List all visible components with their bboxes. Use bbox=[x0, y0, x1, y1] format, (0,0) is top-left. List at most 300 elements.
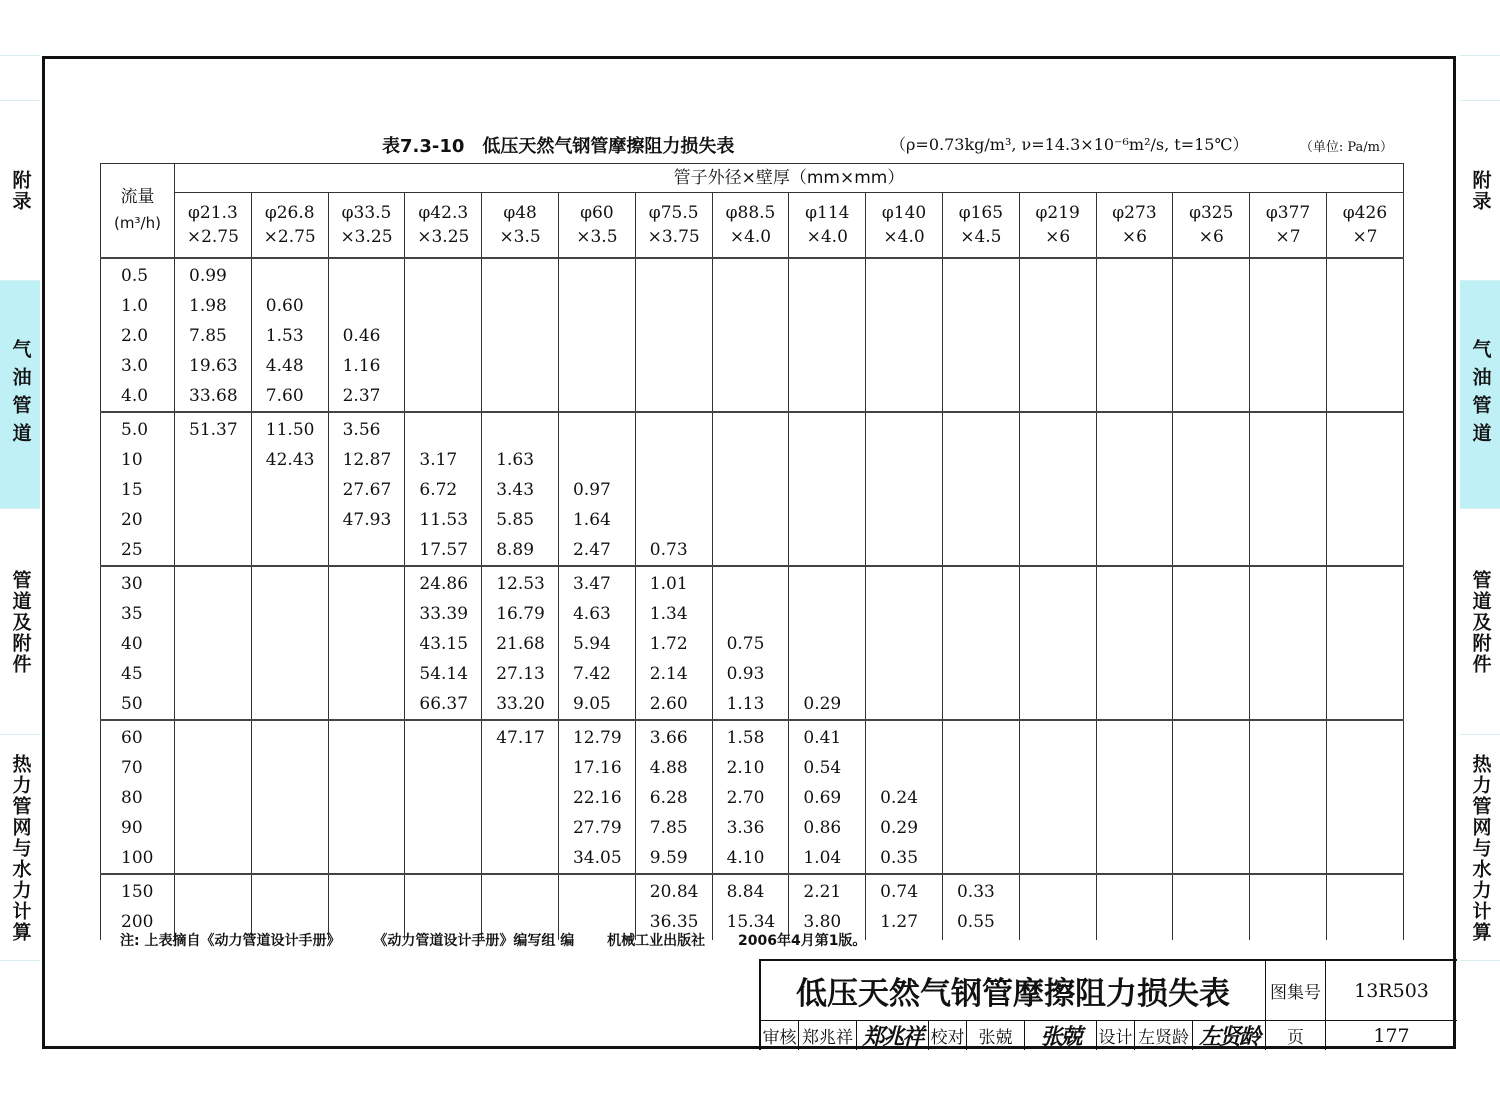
friction-loss-cell bbox=[175, 412, 252, 566]
page-number: 177 bbox=[1373, 1024, 1410, 1047]
friction-loss-cell bbox=[635, 566, 712, 720]
empty-cell bbox=[789, 321, 865, 351]
empty-cell bbox=[1173, 783, 1249, 813]
pipe-size-column-header bbox=[1326, 193, 1403, 258]
friction-loss-value: 1.04 bbox=[803, 847, 842, 868]
empty-cell bbox=[482, 261, 558, 291]
friction-loss-cell bbox=[1019, 412, 1096, 566]
empty-cell bbox=[329, 783, 405, 813]
reviewer-name: 郑兆祥 bbox=[799, 1021, 857, 1050]
friction-loss-cell bbox=[712, 258, 789, 412]
page-label: 页 bbox=[1266, 1021, 1326, 1050]
empty-cell bbox=[713, 381, 789, 411]
sidebar-tab-heat-network[interactable]: 热力管网与水力计算 bbox=[0, 734, 40, 961]
table-params: （ρ=0.73kg/m³, ν=14.3×10⁻⁶m²/s, t=15℃） bbox=[890, 135, 1249, 154]
sidebar-tab-pipes-fittings-right[interactable]: 管道及附件 bbox=[1460, 508, 1500, 735]
empty-cell bbox=[482, 753, 558, 783]
empty-cell bbox=[1020, 723, 1096, 753]
empty-cell bbox=[789, 599, 865, 629]
empty-cell bbox=[1097, 351, 1173, 381]
empty-cell bbox=[1327, 569, 1403, 599]
empty-cell bbox=[1250, 659, 1326, 689]
empty-cell bbox=[789, 629, 865, 659]
flow-rate-cell bbox=[101, 258, 175, 412]
empty-cell bbox=[175, 629, 251, 659]
pipe-size-column-header bbox=[328, 193, 405, 258]
empty-cell bbox=[943, 535, 1019, 565]
empty-cell bbox=[943, 475, 1019, 505]
friction-loss-table bbox=[100, 163, 1404, 940]
friction-loss-value: 1.16 bbox=[342, 355, 381, 376]
empty-cell bbox=[405, 753, 481, 783]
friction-loss-value: 5.85 bbox=[496, 509, 535, 530]
empty-cell bbox=[1250, 599, 1326, 629]
friction-loss-cell bbox=[1250, 412, 1327, 566]
empty-cell bbox=[1020, 351, 1096, 381]
empty-cell bbox=[252, 599, 328, 629]
empty-cell bbox=[482, 415, 558, 445]
empty-cell bbox=[1173, 599, 1249, 629]
empty-cell bbox=[866, 629, 942, 659]
empty-cell bbox=[1173, 813, 1249, 843]
pipe-size-column-header bbox=[1019, 193, 1096, 258]
friction-loss-cell bbox=[175, 566, 252, 720]
empty-cell bbox=[1250, 321, 1326, 351]
empty-cell bbox=[866, 415, 942, 445]
pipe-diameter: φ325 bbox=[1189, 202, 1234, 223]
empty-cell bbox=[1020, 445, 1096, 475]
atlas-number: 13R503 bbox=[1326, 961, 1457, 1021]
friction-loss-value: 16.79 bbox=[496, 603, 545, 624]
empty-cell bbox=[329, 535, 405, 565]
empty-cell bbox=[329, 659, 405, 689]
empty-cell bbox=[405, 783, 481, 813]
friction-loss-value: 51.37 bbox=[189, 419, 238, 440]
pipe-wall-thickness: ×7 bbox=[1352, 226, 1378, 247]
friction-loss-value: 9.59 bbox=[649, 847, 688, 868]
sidebar-tab-gas-oil-pipeline[interactable]: 气油管道 bbox=[0, 280, 40, 509]
empty-cell bbox=[175, 535, 251, 565]
friction-loss-value: 0.93 bbox=[726, 663, 765, 684]
empty-cell bbox=[1173, 475, 1249, 505]
friction-loss-value: 7.85 bbox=[189, 325, 227, 346]
empty-cell bbox=[866, 351, 942, 381]
pipe-size-column-header bbox=[866, 193, 943, 258]
empty-cell bbox=[1173, 569, 1249, 599]
friction-loss-value: 3.47 bbox=[572, 573, 611, 594]
friction-loss-cell bbox=[942, 412, 1019, 566]
empty-cell bbox=[1020, 907, 1096, 937]
friction-loss-cell bbox=[1096, 258, 1173, 412]
friction-loss-value: 1.72 bbox=[649, 633, 688, 654]
friction-loss-cell bbox=[482, 412, 559, 566]
empty-cell bbox=[1020, 569, 1096, 599]
empty-cell bbox=[943, 321, 1019, 351]
friction-loss-value: 2.10 bbox=[726, 757, 765, 778]
pipe-wall-thickness: ×6 bbox=[1198, 226, 1224, 247]
friction-loss-value: 54.14 bbox=[419, 663, 469, 684]
flow-rate-value: 60 bbox=[121, 727, 143, 748]
empty-cell bbox=[482, 351, 558, 381]
flow-rate-value: 35 bbox=[121, 603, 143, 624]
empty-cell bbox=[1327, 321, 1403, 351]
divider bbox=[1460, 960, 1500, 961]
friction-loss-value: 24.86 bbox=[419, 573, 469, 594]
friction-loss-cell bbox=[1326, 258, 1403, 412]
empty-cell bbox=[943, 351, 1019, 381]
empty-cell bbox=[175, 445, 251, 475]
pipe-diameter: φ426 bbox=[1342, 202, 1388, 223]
friction-loss-cell bbox=[1250, 566, 1327, 720]
flow-rate-value: 70 bbox=[121, 757, 143, 778]
empty-cell bbox=[1173, 445, 1249, 475]
empty-cell bbox=[1327, 261, 1403, 291]
friction-loss-value: 0.55 bbox=[956, 911, 995, 932]
empty-cell bbox=[1097, 723, 1173, 753]
empty-cell bbox=[1097, 475, 1173, 505]
flow-rate-value: 15 bbox=[121, 479, 143, 500]
friction-loss-cell bbox=[866, 258, 943, 412]
friction-loss-value: 2.47 bbox=[572, 539, 611, 560]
empty-cell bbox=[1173, 535, 1249, 565]
empty-cell bbox=[1250, 907, 1326, 937]
empty-cell bbox=[789, 381, 865, 411]
empty-cell bbox=[943, 689, 1019, 719]
friction-loss-value: 4.88 bbox=[649, 757, 688, 778]
designer-name: 左贤龄 bbox=[1135, 1021, 1193, 1050]
pipe-wall-thickness: ×3.5 bbox=[499, 226, 541, 247]
friction-loss-value: 20.84 bbox=[649, 881, 699, 902]
flow-rate-value: 2.0 bbox=[121, 325, 149, 346]
friction-loss-cell bbox=[558, 412, 635, 566]
friction-loss-value: 42.43 bbox=[265, 449, 315, 470]
empty-cell bbox=[405, 291, 481, 321]
flow-rate-cell bbox=[101, 720, 175, 874]
empty-cell bbox=[866, 689, 942, 719]
friction-loss-value: 34.05 bbox=[572, 847, 622, 868]
empty-cell bbox=[1250, 351, 1326, 381]
friction-loss-value: 2.37 bbox=[342, 385, 381, 406]
empty-cell bbox=[943, 291, 1019, 321]
empty-cell bbox=[1173, 659, 1249, 689]
friction-loss-cell bbox=[789, 720, 866, 874]
friction-loss-value: 22.16 bbox=[572, 787, 622, 808]
empty-cell bbox=[252, 659, 328, 689]
empty-cell bbox=[1250, 291, 1326, 321]
flow-rate-value: 5.0 bbox=[121, 419, 149, 440]
table-row-group bbox=[101, 258, 1404, 412]
flow-rate-value: 100 bbox=[121, 847, 154, 868]
empty-cell bbox=[175, 505, 251, 535]
empty-cell bbox=[559, 415, 635, 445]
empty-cell bbox=[866, 261, 942, 291]
empty-cell bbox=[789, 535, 865, 565]
friction-loss-cell bbox=[405, 412, 482, 566]
sidebar-tab-pipes-fittings[interactable]: 管道及附件 bbox=[0, 508, 40, 735]
note-publisher: 机械工业出版社 bbox=[607, 933, 706, 949]
pipe-wall-thickness: ×4.0 bbox=[806, 226, 848, 247]
friction-loss-cell bbox=[1096, 874, 1173, 940]
empty-cell bbox=[1327, 629, 1403, 659]
friction-loss-value: 3.80 bbox=[803, 911, 842, 932]
friction-loss-cell bbox=[1173, 720, 1250, 874]
empty-cell bbox=[559, 291, 635, 321]
pipe-wall-thickness: ×3.25 bbox=[417, 226, 470, 247]
empty-cell bbox=[713, 445, 789, 475]
empty-cell bbox=[252, 813, 328, 843]
empty-cell bbox=[559, 261, 635, 291]
empty-cell bbox=[1097, 843, 1173, 873]
empty-cell bbox=[636, 505, 712, 535]
empty-cell bbox=[1327, 723, 1403, 753]
empty-cell bbox=[175, 569, 251, 599]
friction-loss-value: 1.58 bbox=[726, 727, 765, 748]
empty-cell bbox=[636, 291, 712, 321]
friction-loss-cell bbox=[1096, 412, 1173, 566]
friction-loss-value: 8.84 bbox=[726, 881, 765, 902]
flow-rate-value: 20 bbox=[121, 509, 143, 530]
empty-cell bbox=[943, 599, 1019, 629]
friction-loss-value: 0.97 bbox=[572, 479, 611, 500]
empty-cell bbox=[713, 535, 789, 565]
friction-loss-value: 0.69 bbox=[803, 787, 842, 808]
pipe-diameter: φ377 bbox=[1265, 202, 1311, 223]
title-block bbox=[759, 959, 1457, 1050]
friction-loss-cell bbox=[1096, 566, 1173, 720]
flow-rate-value: 40 bbox=[121, 633, 143, 654]
friction-loss-cell bbox=[712, 412, 789, 566]
empty-cell bbox=[1097, 753, 1173, 783]
pipe-wall-thickness: ×7 bbox=[1275, 226, 1301, 247]
pipe-diameter: φ88.5 bbox=[725, 202, 776, 223]
friction-loss-cell bbox=[328, 566, 405, 720]
empty-cell bbox=[1020, 629, 1096, 659]
pipe-diameter: φ33.5 bbox=[341, 202, 392, 223]
empty-cell bbox=[559, 321, 635, 351]
pipe-diameter: φ75.5 bbox=[648, 202, 699, 223]
friction-loss-cell bbox=[328, 720, 405, 874]
empty-cell bbox=[559, 381, 635, 411]
pipe-diameter: φ26.8 bbox=[264, 202, 315, 223]
empty-cell bbox=[252, 569, 328, 599]
empty-cell bbox=[559, 445, 635, 475]
friction-loss-cell bbox=[942, 566, 1019, 720]
friction-loss-value: 1.64 bbox=[572, 509, 611, 530]
empty-cell bbox=[789, 659, 865, 689]
empty-cell bbox=[1097, 291, 1173, 321]
empty-cell bbox=[789, 475, 865, 505]
empty-cell bbox=[1250, 843, 1326, 873]
friction-loss-cell bbox=[1019, 258, 1096, 412]
empty-cell bbox=[866, 535, 942, 565]
friction-loss-value: 33.68 bbox=[189, 385, 238, 406]
empty-cell bbox=[405, 261, 481, 291]
empty-cell bbox=[1097, 877, 1173, 907]
empty-cell bbox=[1020, 321, 1096, 351]
empty-cell bbox=[405, 415, 481, 445]
friction-loss-value: 12.79 bbox=[572, 727, 622, 748]
checker-signature: 张兢 bbox=[1025, 1021, 1097, 1050]
empty-cell bbox=[636, 445, 712, 475]
friction-loss-value: 0.29 bbox=[803, 693, 842, 714]
pipe-wall-thickness: ×3.75 bbox=[647, 226, 700, 247]
sidebar-tab-gas-oil-pipeline-right[interactable]: 气油管道 bbox=[1460, 280, 1500, 509]
friction-loss-value: 3.17 bbox=[419, 449, 458, 470]
empty-cell bbox=[1173, 629, 1249, 659]
pipe-size-header: 管子外径×壁厚（mm×mm） bbox=[175, 164, 1404, 193]
pipe-size-column-header bbox=[1250, 193, 1327, 258]
empty-cell bbox=[866, 505, 942, 535]
empty-cell bbox=[1097, 321, 1173, 351]
sidebar-tab-appendix-right[interactable]: 附录 bbox=[1460, 100, 1500, 281]
empty-cell bbox=[636, 261, 712, 291]
pipe-wall-thickness: ×3.5 bbox=[576, 226, 618, 247]
friction-loss-cell bbox=[1173, 566, 1250, 720]
friction-loss-value: 36.35 bbox=[649, 911, 699, 932]
empty-cell bbox=[943, 629, 1019, 659]
pipe-size-column-header bbox=[712, 193, 789, 258]
friction-loss-value: 15.34 bbox=[726, 911, 776, 932]
friction-loss-cell bbox=[1173, 412, 1250, 566]
pipe-size-column-header bbox=[405, 193, 482, 258]
empty-cell bbox=[943, 813, 1019, 843]
empty-cell bbox=[1020, 877, 1096, 907]
designer-signature: 左贤龄 bbox=[1193, 1021, 1266, 1050]
empty-cell bbox=[175, 599, 251, 629]
empty-cell bbox=[1327, 877, 1403, 907]
empty-cell bbox=[789, 445, 865, 475]
friction-loss-cell bbox=[1019, 720, 1096, 874]
empty-cell bbox=[252, 723, 328, 753]
empty-cell bbox=[1250, 629, 1326, 659]
empty-cell bbox=[866, 445, 942, 475]
empty-cell bbox=[943, 659, 1019, 689]
friction-loss-cell bbox=[405, 720, 482, 874]
friction-loss-value: 27.13 bbox=[496, 663, 545, 684]
friction-loss-cell bbox=[1250, 720, 1327, 874]
empty-cell bbox=[713, 321, 789, 351]
friction-loss-value: 0.86 bbox=[803, 817, 842, 838]
empty-cell bbox=[1327, 445, 1403, 475]
friction-loss-value: 1.98 bbox=[189, 295, 227, 316]
flow-rate-value: 10 bbox=[121, 449, 143, 470]
empty-cell bbox=[1173, 843, 1249, 873]
empty-cell bbox=[1020, 783, 1096, 813]
flow-rate-value: 80 bbox=[121, 787, 143, 808]
empty-cell bbox=[1327, 783, 1403, 813]
note-edition: 2006年4月第1版。 bbox=[737, 933, 867, 949]
design-label: 设计 bbox=[1097, 1021, 1135, 1050]
friction-loss-cell bbox=[635, 258, 712, 412]
empty-cell bbox=[252, 505, 328, 535]
empty-cell bbox=[175, 753, 251, 783]
empty-cell bbox=[866, 381, 942, 411]
empty-cell bbox=[943, 261, 1019, 291]
empty-cell bbox=[175, 723, 251, 753]
friction-loss-value: 19.63 bbox=[189, 355, 238, 376]
friction-loss-value: 7.85 bbox=[649, 817, 688, 838]
pipe-diameter: φ219 bbox=[1035, 202, 1080, 223]
empty-cell bbox=[1020, 813, 1096, 843]
friction-loss-value: 1.01 bbox=[649, 573, 688, 594]
empty-cell bbox=[1097, 907, 1173, 937]
empty-cell bbox=[1327, 505, 1403, 535]
empty-cell bbox=[1250, 783, 1326, 813]
empty-cell bbox=[1020, 261, 1096, 291]
empty-cell bbox=[329, 689, 405, 719]
friction-loss-cell bbox=[1173, 258, 1250, 412]
flow-rate-value: 1.0 bbox=[121, 295, 149, 316]
friction-loss-value: 6.28 bbox=[649, 787, 688, 808]
flow-rate-value: 4.0 bbox=[121, 385, 149, 406]
friction-loss-cell bbox=[866, 566, 943, 720]
empty-cell bbox=[943, 569, 1019, 599]
empty-cell bbox=[329, 291, 405, 321]
pipe-diameter: φ42.3 bbox=[418, 202, 469, 223]
empty-cell bbox=[329, 599, 405, 629]
empty-cell bbox=[1250, 753, 1326, 783]
friction-loss-cell bbox=[789, 258, 866, 412]
friction-loss-value: 3.36 bbox=[726, 817, 765, 838]
empty-cell bbox=[559, 351, 635, 381]
friction-loss-cell bbox=[558, 258, 635, 412]
friction-loss-cell bbox=[1250, 874, 1327, 940]
empty-cell bbox=[1250, 569, 1326, 599]
friction-loss-cell bbox=[712, 566, 789, 720]
empty-cell bbox=[1097, 629, 1173, 659]
pipe-size-column-header bbox=[942, 193, 1019, 258]
empty-cell bbox=[1327, 291, 1403, 321]
friction-loss-value: 4.10 bbox=[726, 847, 765, 868]
friction-loss-cell bbox=[328, 258, 405, 412]
flow-rate-value: 150 bbox=[121, 881, 154, 902]
empty-cell bbox=[636, 381, 712, 411]
empty-cell bbox=[1327, 659, 1403, 689]
flow-rate-value: 30 bbox=[121, 573, 143, 594]
empty-cell bbox=[252, 475, 328, 505]
flow-header bbox=[101, 164, 175, 258]
friction-loss-cell bbox=[482, 258, 559, 412]
empty-cell bbox=[943, 381, 1019, 411]
empty-cell bbox=[1327, 689, 1403, 719]
empty-cell bbox=[866, 753, 942, 783]
pipe-size-column-header bbox=[1096, 193, 1173, 258]
empty-cell bbox=[1250, 415, 1326, 445]
friction-loss-value: 0.74 bbox=[880, 881, 919, 902]
friction-loss-value: 0.33 bbox=[956, 881, 995, 902]
sidebar-tab-heat-network-right[interactable]: 热力管网与水力计算 bbox=[1460, 734, 1500, 961]
friction-loss-cell bbox=[1326, 412, 1403, 566]
empty-cell bbox=[713, 415, 789, 445]
friction-loss-cell bbox=[482, 720, 559, 874]
empty-cell bbox=[329, 569, 405, 599]
table-unit: （单位: Pa/m） bbox=[1299, 140, 1393, 155]
review-label: 审核 bbox=[761, 1021, 799, 1050]
friction-loss-cell bbox=[175, 720, 252, 874]
empty-cell bbox=[329, 723, 405, 753]
pipe-diameter: φ60 bbox=[580, 202, 614, 223]
empty-cell bbox=[943, 753, 1019, 783]
friction-loss-cell bbox=[635, 720, 712, 874]
empty-cell bbox=[405, 381, 481, 411]
friction-loss-value: 47.93 bbox=[342, 509, 392, 530]
friction-loss-value: 0.29 bbox=[880, 817, 919, 838]
sidebar-tab-appendix[interactable]: 附录 bbox=[0, 100, 40, 281]
empty-cell bbox=[1250, 475, 1326, 505]
empty-cell bbox=[482, 381, 558, 411]
empty-cell bbox=[175, 783, 251, 813]
empty-cell bbox=[1250, 689, 1326, 719]
